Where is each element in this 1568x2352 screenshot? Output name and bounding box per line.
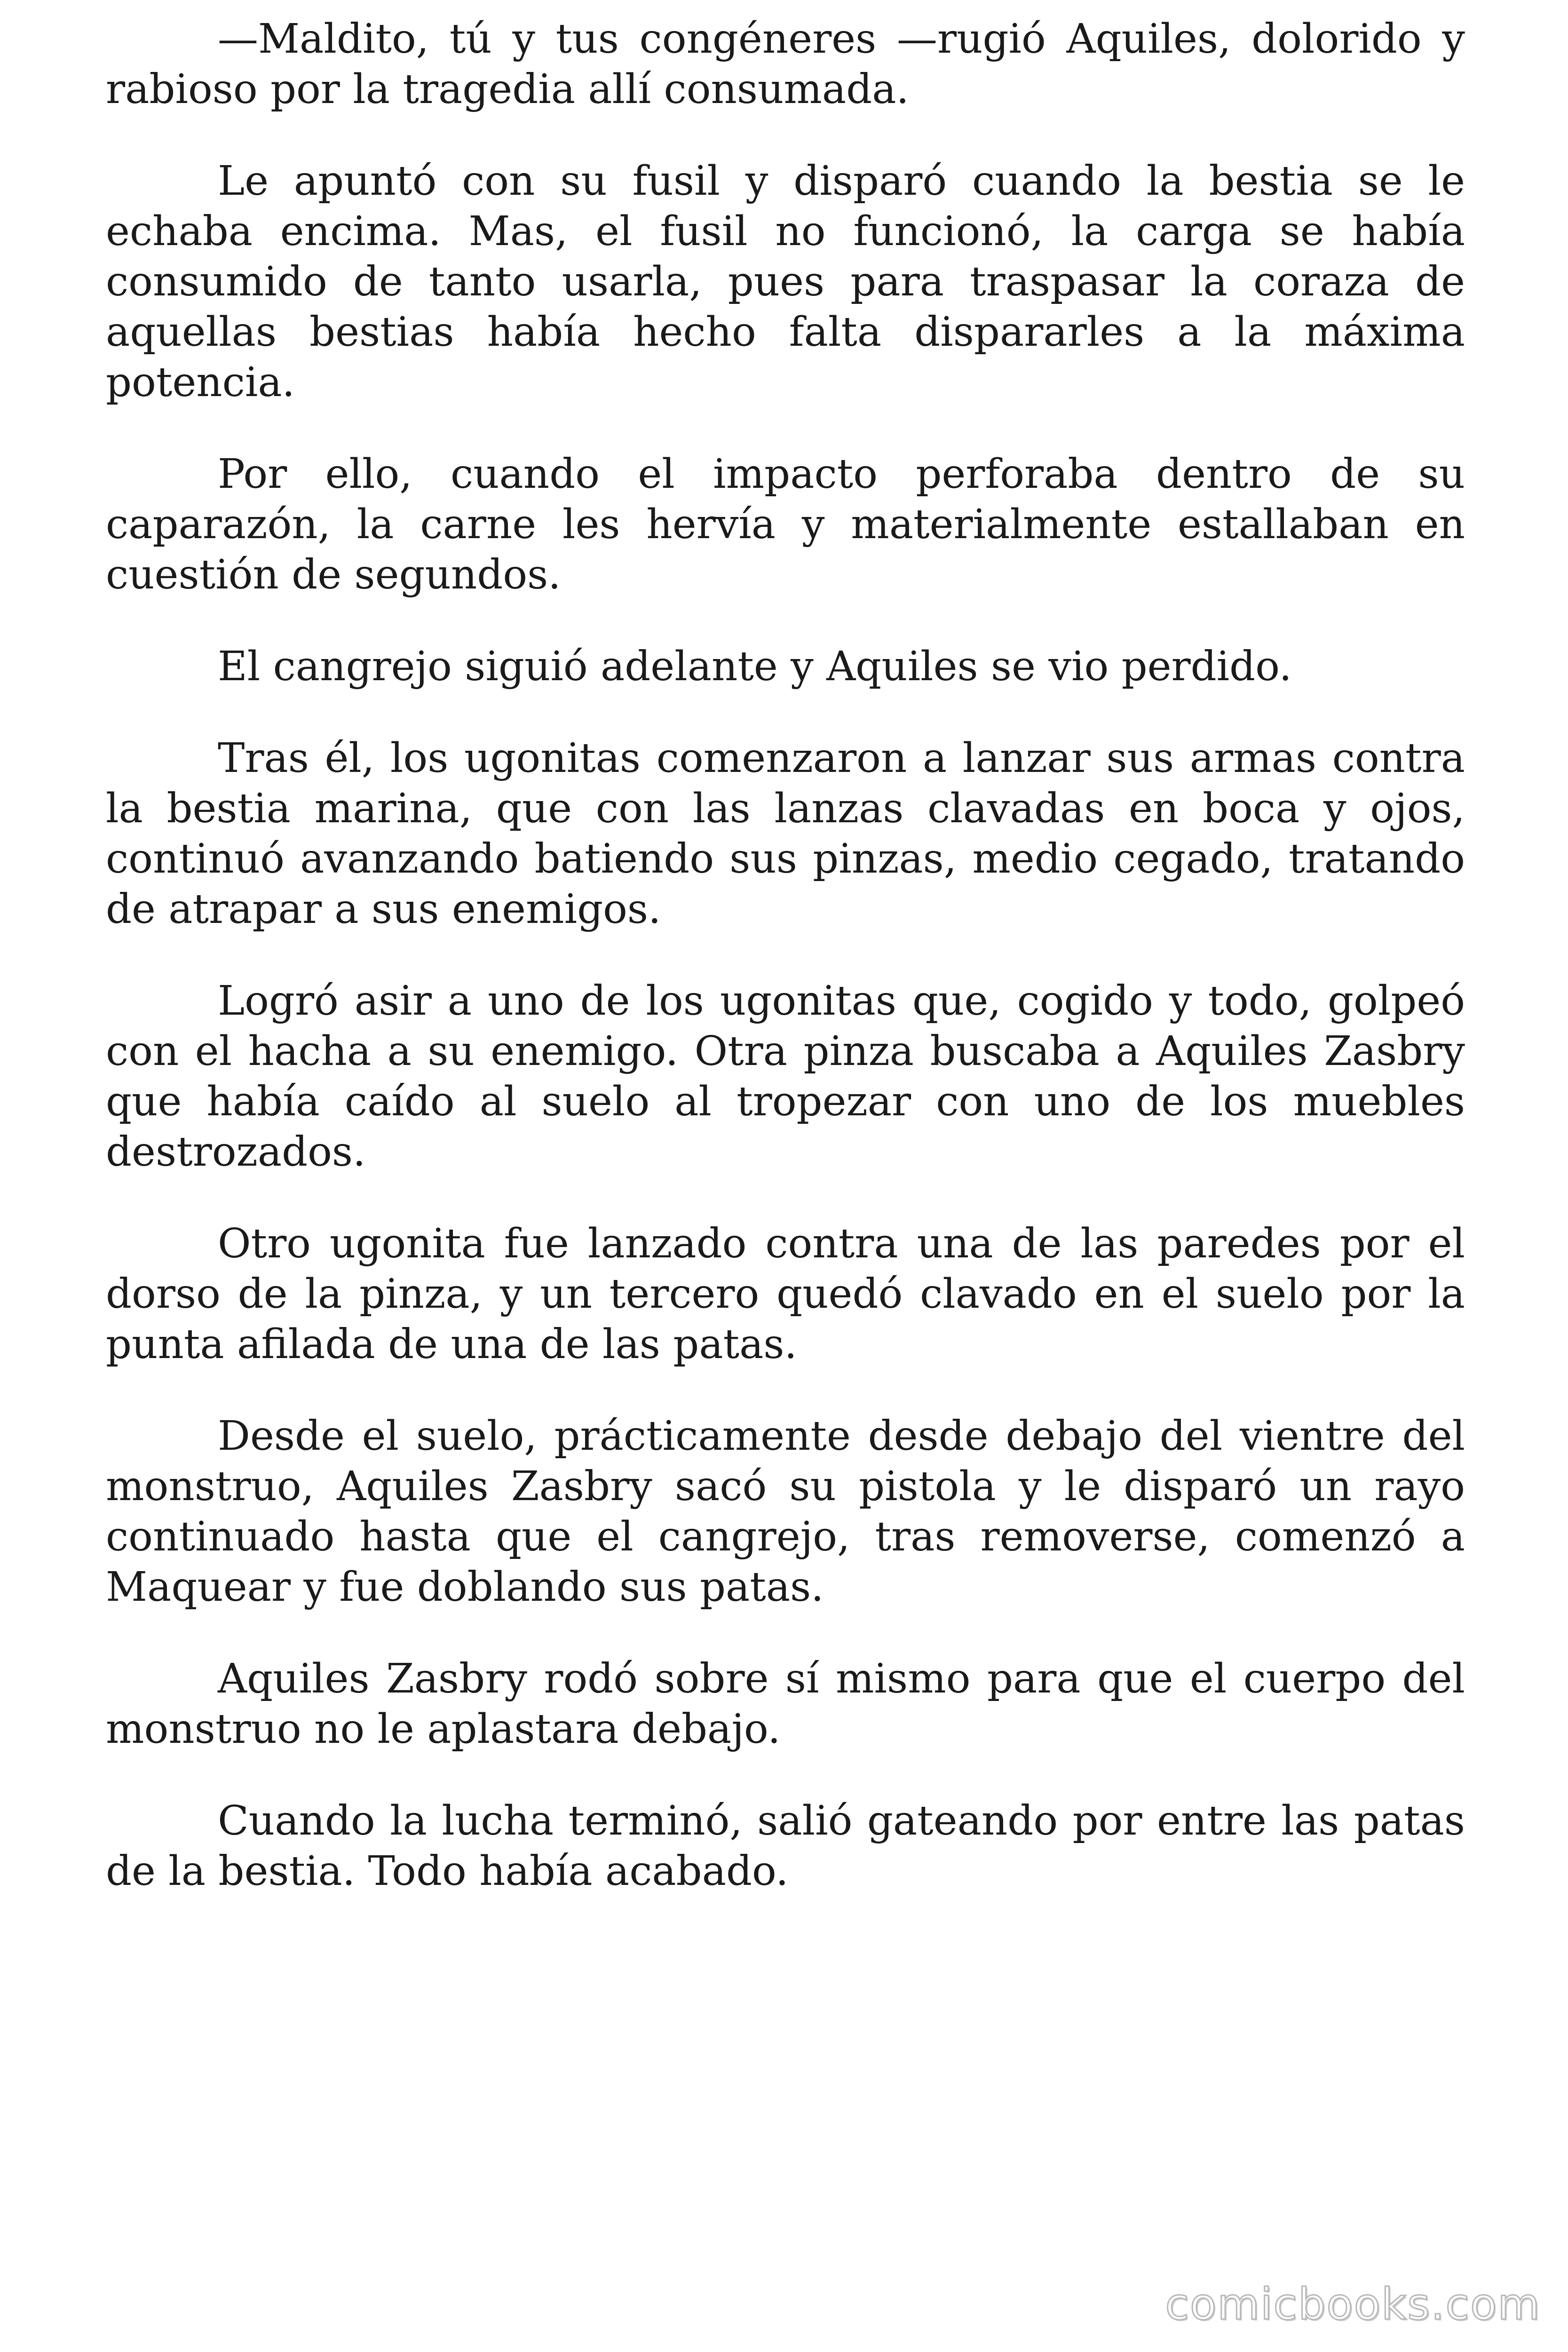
paragraph: Desde el suelo, prácticamente desde debajo del vientre del monstruo, Aquiles Zasbry sacó su pistola y le disparó un rayo continuado hasta que el cangrejo, tras removerse, comenzó a Maquear y fue doblando sus patas. [106,1413,1465,1611]
paragraph: Logró asir a uno de los ugonitas que, cogido y todo, golpeó con el hacha a su enemigo. Otra pinza buscaba a Aquiles Zasbry que había caído al suelo al tropezar con uno de los muebles destrozados. [106,977,1465,1176]
paragraph: Le apuntó con su fusil y disparó cuando la bestia se le echaba encima. Mas, el fusil no funcionó, la carga se había consumido de tanto usarla, pues para traspasar la coraza de aquellas bestias había hecho falta dispararles a la máxima potencia. [106,158,1465,406]
paragraph: Tras él, los ugonitas comenzaron a lanzar sus armas contra la bestia marina, que con las lanzas clavadas en boca y ojos, continuó avanzando batiendo sus pinzas, medio cegado, tratando de atrapar a sus enemigos. [106,735,1465,933]
paragraph: —Maldito, tú y tus congéneres —rugió Aquiles, dolorido y rabioso por la tragedia allí consumada. [106,16,1465,113]
paragraph: El cangrejo siguió adelante y Aquiles se vio perdido. [218,643,1292,690]
paragraph: Aquiles Zasbry rodó sobre sí mismo para que el cuerpo del monstruo no le aplastara debajo. [106,1655,1465,1753]
paragraph: Cuando la lucha terminó, salió gateando por entre las patas de la bestia. Todo había acabado. [106,1797,1465,1895]
paragraph: Otro ugonita fue lanzado contra una de las paredes por el dorso de la pinza, y un tercero quedó clavado en el suelo por la punta afilada de una de las patas. [106,1220,1465,1368]
paragraph: Por ello, cuando el impacto perforaba dentro de su caparazón, la carne les hervía y materialmente estallaban en cuestión de segundos. [106,451,1465,598]
watermark: comicbooks.com [1165,2279,1541,2329]
page-body-text [106,14,1465,1938]
